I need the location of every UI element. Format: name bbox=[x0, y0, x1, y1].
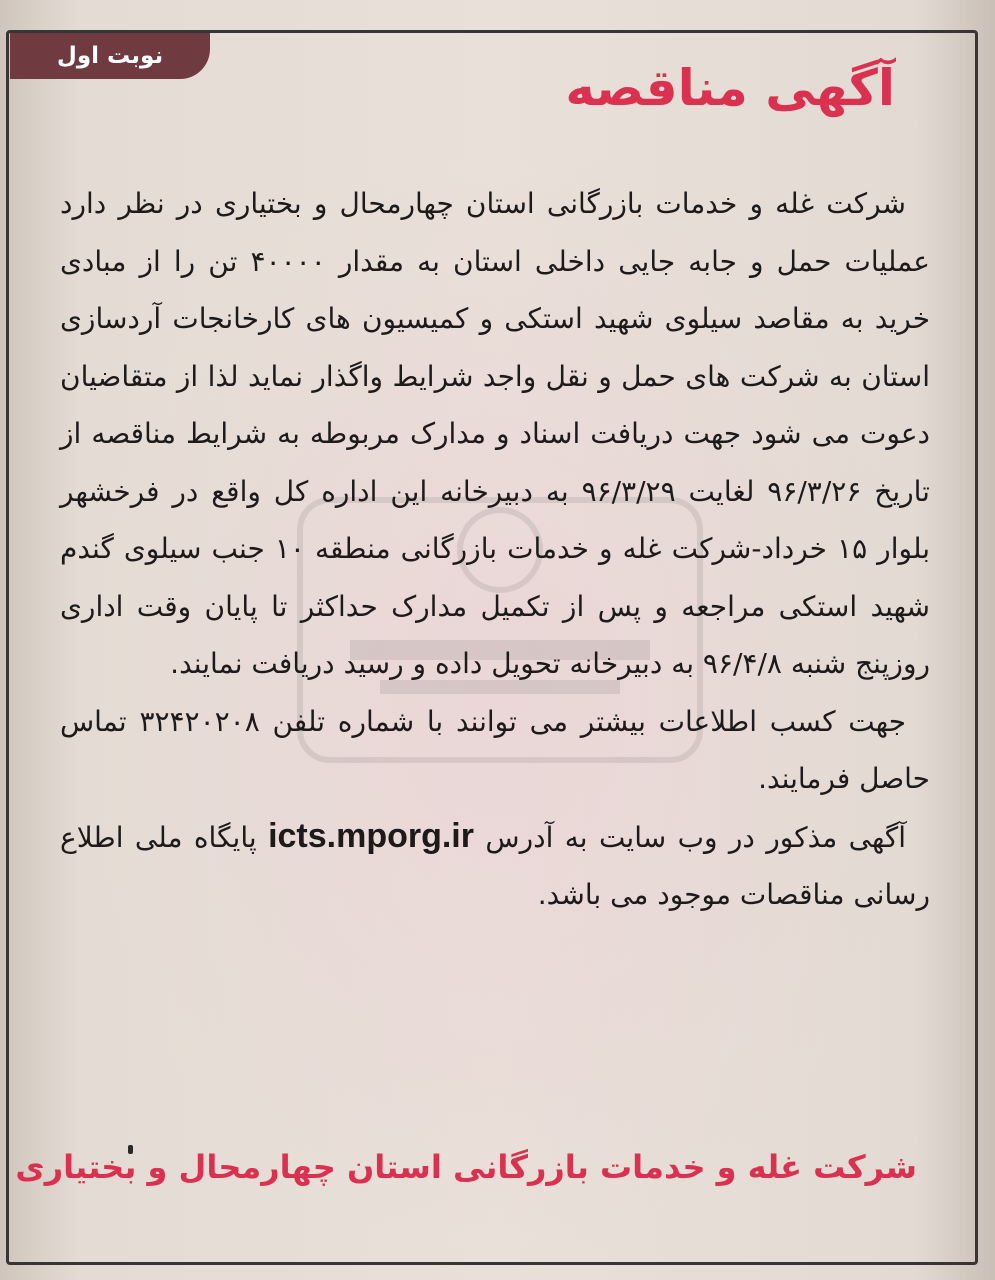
body-paragraph-website bbox=[60, 808, 930, 924]
website-url-link[interactable]: icts.mporg.ir bbox=[268, 816, 474, 855]
website-text-after: پایگاه ملی اطلاع رسانی مناقصات موجود می باشد. bbox=[60, 820, 930, 911]
website-text-before: آگهی مذکور در وب سایت به آدرس bbox=[485, 820, 907, 854]
issue-badge bbox=[10, 33, 210, 79]
body-paragraph-main: شرکت غله و خدمات بازرگانی استان چهارمحال و بختیاری در نظر دارد عملیات حمل و جابه جایی داخلی استان به مقدار ۴۰۰۰۰ تن را از مبادی خرید به مقاصد سیلوی شهید استکی و کمیسیون های کارخانجات آردسازی استان به شرکت های حمل و نقل واجد شرایط واگذار نماید لذا از متقاضیان دعوت می شود جهت دریافت اسناد و مدارک مربوطه به شرایط مناقصه از تاریخ ۹۶/۳/۲۶ لغایت ۹۶/۳/۲۹ به دبیرخانه این اداره کل واقع در فرخشهر بلوار ۱۵ خرداد-شرکت غله و خدمات بازرگانی منطقه ۱۰ جنب سیلوی گندم شهید استکی مراجعه و پس از تکمیل مدارک حداکثر تا پایان وقت اداری روزپنج شنبه ۹۶/۴/۸ به دبیرخانه تحویل داده و رسید دریافت نمایند. bbox=[60, 187, 931, 680]
ad-title: آگهی مناقصه bbox=[565, 59, 895, 117]
body-paragraph-contact: جهت کسب اطلاعات بیشتر می توانند با شماره تلفن ۳۲۴۲۰۲۰۸ تماس حاصل فرمایند. bbox=[60, 704, 930, 795]
ad-body bbox=[60, 175, 930, 924]
ad-footer-signature: شرکت غله و خدمات بازرگانی استان چهارمحال و بختیاری bbox=[15, 1148, 917, 1186]
issue-badge-label: نوبت اول bbox=[56, 43, 164, 69]
